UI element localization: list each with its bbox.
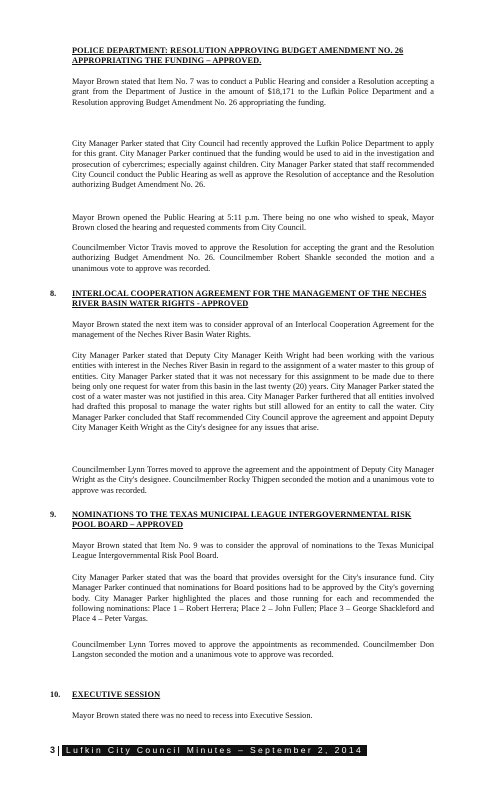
paragraph: Councilmember Lynn Torres moved to approve the appointments as recommended. Councilmember Don Langston seconded the motion and a unanimous vote to approve was recorded. — [72, 640, 434, 660]
section-heading: INTERLOCAL COOPERATION AGREEMENT FOR THE MANAGEMENT OF THE NECHES RIVER BASIN WATER RIGHTS - APPROVED — [72, 289, 427, 309]
section-number: 8. — [50, 289, 57, 298]
section-number: 10. — [50, 690, 61, 699]
footer-title: Lufkin City Council Minutes – September 2, 2014 — [62, 745, 367, 756]
section-heading: POLICE DEPARTMENT: RESOLUTION APPROVING BUDGET AMENDMENT NO. 26 APPROPRIATING THE FUNDING – APPROVED. — [72, 46, 404, 66]
paragraph: City Manager Parker stated that was the board that provides oversight for the City's insurance fund. City Manager Parker continued that nominations for Board positions had to be approved by the City's governing body. City Manager Parker highlighted the places and those running for each and recommended the following nominations: Place 1 – Robert Herrera; Place 2 – John Fullen; Place 3 – George Shackleford and Place 4 – Peter Vargas. — [72, 573, 434, 624]
section-heading: NOMINATIONS TO THE TEXAS MUNICIPAL LEAGUE INTERGOVERNMENTAL RISK POOL BOARD – APPROVED — [72, 510, 412, 530]
paragraph: City Manager Parker stated that City Council had recently approved the Lufkin Police Department to apply for this grant. City Manager Parker continued that the funding would be used to aid in the investigation and prosecution of cybercrimes; especially against children. City Manager Parker stated that staff recommended City Council conduct the Public Hearing as well as approve the Resolution of acceptance and the Resolution authorizing Budget Amendment No. 26. — [72, 139, 434, 190]
page-number: 3 — [50, 745, 56, 756]
paragraph: Councilmember Victor Travis moved to approve the Resolution for accepting the grant and the Resolution authorizing Budget Amendment No. 26. Councilmember Robert Shankle seconded the motion and a unanimous vote to approve was recorded. — [72, 243, 434, 273]
section-number: 9. — [50, 510, 57, 519]
paragraph: Mayor Brown stated the next item was to consider approval of an Interlocal Cooperation Agreement for the management of the Neches River Basin Water Rights. — [72, 320, 434, 340]
footer-divider — [58, 746, 59, 756]
paragraph: City Manager Parker stated that Deputy City Manager Keith Wright had been working with the various entities with interest in the Neches River Basin in regard to the assignment of a water master to this group of entities. City Manager Parker stated that it was not necessary for this assignment to be made due to there being only one request for water from this basin in the last twenty (20) years. City Manager Parker stated the cost of a water master was not justified in this area. City Manager Parker furthered that all entities involved had drafted this proposal to manage the water rights but still allowed for an entity to call the water. City Manager Parker concluded that Staff recommended City Council approve the agreement and appoint Deputy City Manager Keith Wright as the City's designee for any issues that arise. — [72, 351, 434, 433]
paragraph: Mayor Brown stated that Item No. 9 was to consider the approval of nominations to the Texas Municipal League Intergovernmental Risk Pool Board. — [72, 541, 434, 561]
page-footer — [50, 745, 367, 756]
paragraph: Mayor Brown stated there was no need to recess into Executive Session. — [72, 711, 313, 720]
paragraph: Councilmember Lynn Torres moved to approve the agreement and the appointment of Deputy City Manager Wright as the City's designee. Councilmember Rocky Thigpen seconded the motion and a unanimous vote to approve was recorded. — [72, 465, 434, 495]
paragraph: Mayor Brown stated that Item No. 7 was to conduct a Public Hearing and consider a Resolution accepting a grant from the Department of Justice in the amount of $18,171 to the Lufkin Police Department and a Resolution approving Budget Amendment No. 26 appropriating the funding. — [72, 77, 434, 107]
section-heading: EXECUTIVE SESSION — [72, 690, 161, 699]
paragraph: Mayor Brown opened the Public Hearing at 5:11 p.m. There being no one who wished to speak, Mayor Brown closed the hearing and requested comments from City Council. — [72, 213, 434, 233]
